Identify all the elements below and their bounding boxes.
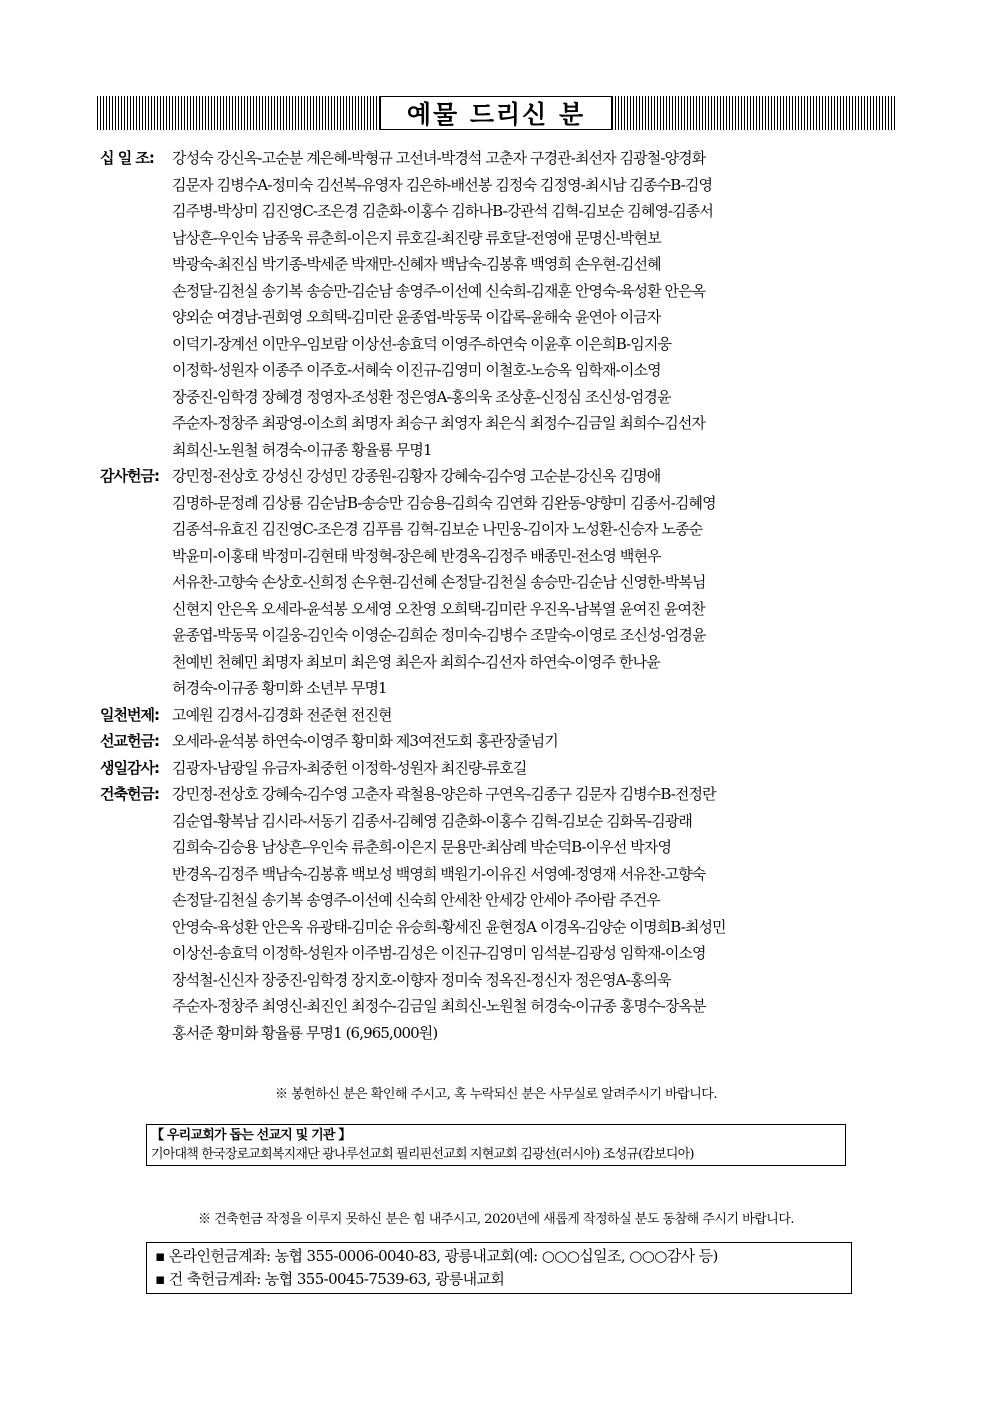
offering-sections	[100, 145, 900, 1046]
name-line: 이상선-송효덕 이정학-성원자 이주범-김성은 이진규-김영미 임석분-김광성 임학재-이소영	[172, 944, 706, 962]
name-line: 양외순 여경남-권회영 오희택-김미란 윤종엽-박동묵 이갑록-윤해숙 윤연아 이금자	[172, 308, 661, 326]
section-lines	[172, 781, 900, 1046]
name-line: 장중진-임학경 장혜경 정영자-조성환 정은영A-홍의욱 조상훈-신정심 조신성-엄경윤	[172, 387, 671, 406]
section-lines	[172, 145, 900, 463]
section-label: 일천번제:	[100, 705, 159, 724]
name-line: 이정학-성원자 이종주 이주호-서혜숙 이진규-김영미 이철호-노승옥 임학재-이소영	[172, 361, 661, 379]
name-line: 손정달-김천실 송기복 송영주-이선예 신숙희 안세찬 안세강 안세아 주아람 주건우	[172, 891, 660, 909]
section-lines	[172, 755, 900, 782]
section-2	[100, 702, 900, 729]
name-line: 손정달-김천실 송기복 송승만-김순남 송영주-이선예 신숙희-김재훈 안영숙-육성환 안은옥	[172, 281, 706, 300]
section-label: 건축헌금:	[100, 785, 159, 803]
name-line: 천예빈 천혜민 최명자 최보미 최은영 최은자 최희수-김선자 하연숙-이영주 한나윤	[172, 652, 660, 671]
name-line: 박광숙-최진심 박기종-박세준 박재만-신혜자 백남숙-김봉휴 백영희 손우현-김선혜	[172, 255, 661, 273]
name-line: 주순자-정창주 최영신-최진인 최정수-김금일 최희신-노원철 허경숙-이규종 홍명수-장옥분	[172, 997, 706, 1015]
name-line: 강민정-전상호 강혜숙-김수영 고춘자 곽철용-양은하 구연옥-김종구 김문자 김병수B-전정란	[172, 785, 716, 803]
name-line: 반경옥-김정주 백남숙-김봉휴 백보성 백영희 백원기-이유진 서영예-정영재 서유찬-고향숙	[172, 864, 706, 883]
name-line: 김종석-유효진 김진영C-조은경 김푸름 김혁-김보순 나민웅-김이자 노성환-신승자 노종순	[172, 520, 703, 538]
name-line: 박윤미-이홍태 박정미-김현태 박정혁-장은혜 반경옥-김정주 배종민-전소영 백현우	[172, 546, 661, 565]
name-line: 안영숙-육성환 안은옥 유광태-김미순 유승희-황세진 윤현정A 이경옥-김양순 이명희B-최성민	[172, 917, 726, 936]
confirm-notice: ※ 봉헌하신 분은 확인해 주시고, 혹 누락되신 분은 사무실로 알려주시기 바랍니다.	[275, 1087, 717, 1102]
name-line: 김명하-문정례 김상룡 김순남B-송승만 김승용-김희숙 김연화 김완동-양향미 김종서-김혜영	[172, 493, 716, 512]
name-line: 최희신-노원철 허경숙-이규종 황율룡 무명1	[172, 440, 432, 459]
section-5	[100, 781, 900, 1046]
name-line: 강성숙 강신옥-고순분 계은혜-박형규 고선녀-박경석 고춘자 구경관-최선자 김광철-양경화	[172, 149, 706, 167]
section-1	[100, 463, 900, 702]
title-stripes-left	[97, 96, 380, 130]
name-line: 김주병-박상미 김진영C-조은경 김춘화-이홍수 김하나B-강관석 김혁-김보순 김혜영-김종서	[172, 202, 713, 220]
name-line: 김광자-남광일 유금자-최중헌 이정학-성원자 최진량-류호길	[172, 758, 527, 777]
section-lines	[172, 702, 900, 729]
name-line: 장석철-신신자 장중진-임학경 장지호-이향자 정미숙 정옥진-정신자 정은영A-홍의욱	[172, 970, 671, 989]
name-line: 윤종엽-박동묵 이길웅-김인숙 이영순-김희순 정미숙-김병수 조말숙-이영로 조신성-엄경윤	[172, 626, 706, 644]
name-line: 주순자-정창주 최광영-이소희 최명자 최승구 최영자 최은식 최정수-김금일 최희수-김선자	[172, 414, 705, 432]
mission-box	[146, 1124, 846, 1166]
section-0	[100, 145, 900, 463]
section-4	[100, 755, 900, 782]
name-line: 남상흔-우인숙 남종욱 류춘희-이은지 류호길-최진량 류호달-전영애 문명신-박현보	[172, 228, 661, 247]
section-label: 선교헌금:	[100, 732, 159, 750]
mission-text: 기아대책 한국장로교회복지재단 광나루선교회 필리핀선교회 지현교회 김광선(러시아) 조성규(캄보디아)	[151, 1147, 694, 1162]
mission-title: 【 우리교회가 돕는 선교지 및 기관 】	[151, 1128, 351, 1143]
account-online: ▪ 온라인헌금계좌: 농협 355-0006-0040-83, 광릉내교회(예: ○○○십일조, ○○○감사 등)	[155, 1247, 718, 1265]
name-line: 강민정-전상호 강성신 강성민 강종원-김황자 강혜숙-김수영 고순분-강신옥 김명애	[172, 467, 661, 485]
title-stripes-right	[612, 96, 895, 130]
name-line: 오세라-윤석봉 하연숙-이영주 황미화 제3여전도회 홍관장줄넘기	[172, 732, 558, 750]
name-line: 이덕기-장계선 이만우-임보람 이상선-송효덕 이영주-하연숙 이윤후 이은희B-임지웅	[172, 334, 672, 353]
section-label: 감사헌금:	[100, 467, 159, 485]
account-building: ▪ 건 축헌금계좌: 농협 355-0045-7539-63, 광릉내교회	[155, 1270, 505, 1288]
name-line: 홍서준 황미화 황율룡 무명1 (6,965,000원)	[172, 1023, 438, 1042]
name-line: 김순엽-황복남 김시라-서동기 김종서-김혜영 김춘화-이홍수 김혁-김보순 김화목-김광래	[172, 811, 693, 830]
name-line: 허경숙-이규종 황미화 소년부 무명1	[172, 679, 387, 697]
page-title: 예물 드리신 분	[380, 96, 612, 130]
section-lines	[172, 463, 900, 702]
building-notice: ※ 건축헌금 작정을 이루지 못하신 분은 힘 내주시고, 2020년에 새롭게 작정하실 분도 동참해 주시기 바랍니다.	[197, 1212, 795, 1227]
title-bar	[97, 96, 895, 130]
section-label: 십 일 조:	[100, 149, 154, 167]
account-box	[146, 1242, 852, 1294]
name-line: 김희숙-김승용 남상흔-우인숙 류춘희-이은지 문용만-최삼례 박순덕B-이우선 박자영	[172, 838, 672, 856]
section-3	[100, 728, 900, 755]
section-label: 생일감사:	[100, 758, 159, 777]
section-lines	[172, 728, 900, 755]
name-line: 고예원 김경서-김경화 전준현 전진현	[172, 705, 392, 724]
name-line: 신현지 안은옥 오세라-윤석봉 오세영 오찬영 오희택-김미란 우진옥-남복열 윤여진 윤여찬	[172, 599, 705, 618]
name-line: 김문자 김병수A-정미숙 김선복-유영자 김은하-배선봉 김정숙 김정영-최시남 김종수B-김영	[172, 175, 713, 194]
name-line: 서유찬-고향숙 손상호-신희정 손우현-김선혜 손정달-김천실 송승만-김순남 신영한-박복님	[172, 573, 706, 591]
